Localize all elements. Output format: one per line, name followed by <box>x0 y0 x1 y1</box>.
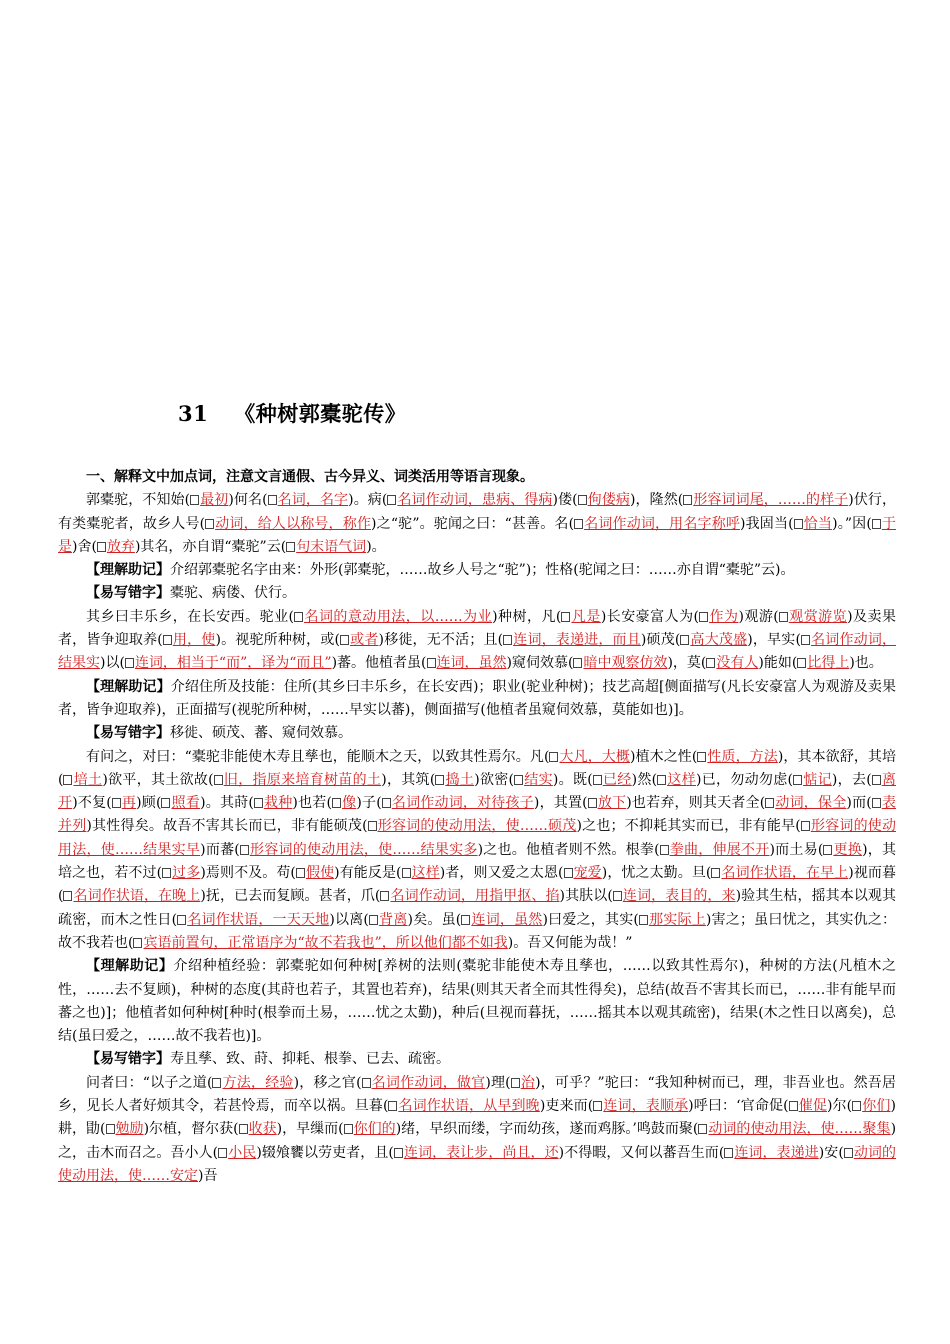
answer-box-icon <box>254 798 263 808</box>
answer-box-icon <box>683 495 692 505</box>
answer-box-icon <box>503 635 512 645</box>
source-text: )，早实( <box>747 632 801 649</box>
source-text: )，早缫而( <box>276 1121 344 1138</box>
lesson-name: 《种树郭橐驼传》 <box>234 401 407 426</box>
section-heading: 一、解释文中加点词，注意文言通假、古今异义、词类活用等语言现象。 <box>86 469 534 485</box>
note-tag: 【理解助记】 <box>86 958 174 975</box>
source-text: )偻( <box>552 492 578 509</box>
answer-text: 名词作状语，在晚上 <box>73 888 201 905</box>
answer-text: 惦记 <box>803 771 832 788</box>
paragraph <box>58 955 896 1048</box>
source-text: )尔( <box>826 1098 853 1115</box>
answer-text: 放弃 <box>106 538 135 555</box>
source-text: )，去( <box>831 771 872 788</box>
answer-box-icon <box>218 1148 227 1158</box>
source-text: )。”因( <box>832 515 872 532</box>
answer-text: 性质，方法 <box>707 748 778 765</box>
source-text: )吾 <box>198 1167 218 1184</box>
answer-text: 名词作状语，在早上 <box>721 865 849 882</box>
answer-text: 结实 <box>524 771 553 788</box>
source-text: )。吾又何能为哉！” <box>507 934 633 951</box>
answer-text: 连词，相当于“而”，译为“而且” <box>134 655 332 672</box>
source-text: )焉则不及。苟( <box>200 865 296 882</box>
source-text: )呼曰：‘官命促( <box>688 1098 789 1115</box>
answer-text: 名词作动词，对待孩子 <box>391 795 534 812</box>
answer-box-icon <box>680 635 689 645</box>
source-text: )，移之官( <box>293 1074 362 1091</box>
answer-box-icon <box>711 868 720 878</box>
source-text: )也。 <box>849 655 883 672</box>
answer-box-icon <box>793 775 802 785</box>
answer-text: 名词作动词，用指甲抠、掐 <box>390 888 560 905</box>
answer-text: 没有人 <box>716 655 759 672</box>
source-text: )欲密( <box>474 771 514 788</box>
answer-text: 名词作状语，一天天地 <box>187 911 330 928</box>
answer-box-icon <box>593 775 602 785</box>
answer-box-icon <box>578 495 587 505</box>
answer-text: 暗中观察仿效 <box>583 655 668 672</box>
answer-text: 培土 <box>73 771 103 788</box>
answer-text: 名词作动词，做官 <box>371 1074 486 1091</box>
answer-text: 形容词的使动用法，使……结果实早 <box>58 818 897 858</box>
answer-box-icon <box>268 495 277 505</box>
source-text: )能如( <box>758 655 798 672</box>
answer-text: 放下 <box>597 795 627 812</box>
answer-text: 旧，指原来培育树苗的土 <box>223 771 382 788</box>
source-text: )而蕃( <box>200 841 240 858</box>
source-text: )以( <box>100 655 125 672</box>
answer-box-icon <box>852 1101 861 1111</box>
source-text: )移徙，无不活；且( <box>378 632 504 649</box>
source-text: )已，勿动勿虑( <box>696 771 793 788</box>
source-text: )。其莳( <box>200 795 254 812</box>
answer-box-icon <box>511 1078 520 1088</box>
answer-text: 像 <box>341 795 357 812</box>
source-text: )曰爱之，其实( <box>542 911 639 928</box>
paragraph <box>58 606 896 676</box>
source-text: )硕茂( <box>640 632 681 649</box>
source-text: )不复( <box>72 795 112 812</box>
answer-box-icon <box>380 891 389 901</box>
source-text: 移徙、硕茂、蕃、窥伺效慕。 <box>170 725 352 742</box>
answer-box-icon <box>214 775 223 785</box>
answer-text: 连词，虽然 <box>436 655 507 672</box>
paragraph <box>58 582 896 605</box>
answer-box-icon <box>779 612 788 622</box>
answer-text: 催促 <box>798 1098 827 1115</box>
answer-text: 拳曲，伸展不开 <box>669 841 770 858</box>
source-text: )我固当( <box>740 515 794 532</box>
answer-box-icon <box>639 915 648 925</box>
answer-text: 名词作动词，患病、得病 <box>397 492 553 509</box>
answer-text: 大凡，大概 <box>559 748 630 765</box>
answer-box-icon <box>63 891 72 901</box>
note-tag: 【易写错字】 <box>86 725 170 742</box>
lesson-content <box>58 466 896 1188</box>
answer-text: 连词，虽然 <box>471 911 543 928</box>
source-text: )顾( <box>136 795 162 812</box>
answer-text: 动词的使动用法，使……安定 <box>58 1144 896 1184</box>
lesson-title <box>178 398 406 428</box>
answer-box-icon <box>789 1101 798 1111</box>
source-text: )之“驼”。驼闻之曰：“甚善。名( <box>371 515 575 532</box>
source-text: )抚，已去而复顾。甚者，爪( <box>200 888 381 905</box>
answer-text: 形容词的使动用法，使……结果实多 <box>249 841 478 858</box>
answer-text: 假使 <box>305 865 335 882</box>
source-text: )长安豪富人为( <box>600 608 700 625</box>
answer-box-icon <box>872 519 881 529</box>
paragraph <box>58 489 896 559</box>
answer-box-icon <box>801 821 810 831</box>
source-text: )，其筑( <box>381 771 436 788</box>
answer-box-icon <box>205 519 214 529</box>
answer-box-icon <box>660 845 669 855</box>
answer-box-icon <box>161 798 170 808</box>
answer-box-icon <box>794 519 803 529</box>
answer-text: 小民 <box>228 1144 257 1161</box>
answer-box-icon <box>514 775 523 785</box>
answer-text: 你们的 <box>353 1121 396 1138</box>
answer-box-icon <box>427 658 436 668</box>
source-text: )。病( <box>348 492 388 509</box>
answer-box-icon <box>162 868 171 878</box>
answer-text: 离开 <box>58 771 896 812</box>
answer-text: 凡是 <box>571 608 601 625</box>
paragraph-list <box>58 489 896 1188</box>
answer-box-icon <box>844 1148 853 1158</box>
source-text: )之也；不抑耗其实而已，非有能早( <box>576 818 801 835</box>
answer-text: 栽种 <box>263 795 293 812</box>
source-text: 介绍种植经验：郭橐驼如何种树[养树的法则(橐驼非能使木寿且孳也，……以致其性焉尔)，种树的方法(凡植木之性，……去不复顾)，种树的态度(其莳也若子，其置也若弃)，结果(则其天者全而其性得矣)，总结(故吾不害其长而已，……非有能早而蕃之也)]；他植者如何种树[种时(根拳而土易，……忧之太勤)，种后(旦视而暮抚，……摇其本以观其疏密)，结果(木之性日以离矣)，总结(虽曰爱之，……故不我若也)]。 <box>58 958 896 1045</box>
answer-box-icon <box>872 775 881 785</box>
source-text: 其乡曰丰乐乡，在长安西。驼业( <box>86 608 295 625</box>
source-text: 寿且孳、致、莳、抑耗、根拳、已去、疏密。 <box>170 1051 450 1068</box>
answer-text: 你们 <box>862 1098 891 1115</box>
source-text: )辍飧饔以劳吏者，且( <box>256 1144 394 1161</box>
answer-text: 名词作动词，结果实 <box>58 632 896 672</box>
answer-box-icon <box>561 612 570 622</box>
answer-text: 收获 <box>248 1121 277 1138</box>
answer-box-icon <box>63 775 72 785</box>
source-text: )而土易( <box>769 841 824 858</box>
answer-box-icon <box>461 915 470 925</box>
source-text: )有能反是( <box>334 865 402 882</box>
source-text: )。既( <box>552 771 593 788</box>
answer-box-icon <box>699 612 708 622</box>
answer-box-icon <box>239 1124 248 1134</box>
source-text: )之，击木而召之。吾小人( <box>58 1121 897 1161</box>
source-text: 介绍郭橐驼名字由来：外形(郭橐驼，……故乡人号之“驼”)；性格(驼闻之曰：……亦自谓“橐驼”云)。 <box>170 562 795 579</box>
answer-box-icon <box>797 658 806 668</box>
answer-text: 表并列 <box>58 795 896 835</box>
source-text: )之也。他植者则不然。根拳( <box>477 841 660 858</box>
source-text: )尔植，督尔获( <box>143 1121 239 1138</box>
answer-text: 照看 <box>171 795 201 812</box>
paragraph <box>58 722 896 745</box>
answer-text: 形容词词尾，……的样子 <box>693 492 849 509</box>
answer-text: 方法，经验 <box>222 1074 294 1091</box>
source-text: )，可乎？”驼曰：“我知种树而已，理，非吾业也。然吾居乡，见长人者好烦其令，若甚怜焉，而卒以祸。旦暮( <box>58 1074 897 1115</box>
source-text: )安( <box>818 1144 844 1161</box>
source-text: )子( <box>356 795 382 812</box>
source-text: )吏来而( <box>539 1098 594 1115</box>
source-text: )，隆然( <box>629 492 684 509</box>
source-text: )绪，早织而缕，字而幼孩，遂而鸡豚。’鸣鼓而聚( <box>395 1121 699 1138</box>
answer-box-icon <box>106 1124 115 1134</box>
answer-box-icon <box>240 845 249 855</box>
source-text: )植木之性( <box>629 748 698 765</box>
answer-box-icon <box>294 612 303 622</box>
answer-text: 连词，表顺承 <box>603 1098 689 1115</box>
answer-text: 名词，名字 <box>277 492 349 509</box>
answer-box-icon <box>388 1101 397 1111</box>
note-tag: 【理解助记】 <box>86 562 170 579</box>
answer-text: 背离 <box>378 911 408 928</box>
source-text: )，其本欲舒，其培( <box>58 748 896 788</box>
answer-text: 句末语气词 <box>296 538 367 555</box>
source-text: )也若( <box>292 795 332 812</box>
source-text: )理( <box>485 1074 511 1091</box>
paragraph <box>58 1048 896 1071</box>
answer-text: 名词的意动用法，以……为业 <box>304 608 493 625</box>
source-text: 介绍住所及技能：住所(其乡曰丰乐乡，在长安西)；职业(驼业种树)；技艺高超[侧面描写(凡长安豪富人为观游及卖果者，皆争迎取养)，正面描写(视驼所种树，……早实以蕃)，侧面描写(他植者虽窥伺效慕，莫能如也)]。 <box>58 678 896 718</box>
answer-text: 动词的使动用法，使……聚集 <box>708 1121 891 1138</box>
answer-text: 捣土 <box>445 771 475 788</box>
answer-box-icon <box>574 519 583 529</box>
answer-text: 最初 <box>200 492 229 509</box>
source-text: )欲平，其土欲故( <box>102 771 214 788</box>
answer-box-icon <box>706 658 715 668</box>
answer-box-icon <box>564 868 573 878</box>
answer-box-icon <box>362 1078 371 1088</box>
note-tag: 【理解助记】 <box>86 678 171 695</box>
source-text: 郭橐驼，不知始( <box>86 492 191 509</box>
source-text: )其性得矣。故吾不害其长而已，非有能硕茂( <box>86 818 368 835</box>
source-text: 橐驼、病偻、伏行。 <box>170 585 296 602</box>
lesson-number: 31 <box>178 401 209 426</box>
answer-box-icon <box>724 1148 733 1158</box>
answer-box-icon <box>133 938 142 948</box>
answer-text: 作为 <box>709 608 739 625</box>
source-text: )其名，亦自谓“橐驼”云( <box>134 538 287 555</box>
answer-box-icon <box>97 542 106 552</box>
answer-text: 再 <box>121 795 137 812</box>
source-text: )。视驼所种树，或( <box>215 632 340 649</box>
source-text: )验其生枯，摇其本以观其疏密，而木之性日( <box>58 888 897 928</box>
answer-text: 或者 <box>350 632 379 649</box>
answer-box-icon <box>872 798 881 808</box>
answer-text: 那实际上 <box>648 911 706 928</box>
answer-text: 连词，表目的，来 <box>622 888 736 905</box>
answer-box-icon <box>801 635 810 645</box>
answer-box-icon <box>296 868 305 878</box>
answer-box-icon <box>698 1124 707 1134</box>
answer-box-icon <box>697 752 706 762</box>
answer-box-icon <box>368 821 377 831</box>
note-tag: 【易写错字】 <box>86 585 170 602</box>
answer-box-icon <box>588 798 597 808</box>
answer-text: 于是 <box>58 515 896 555</box>
answer-text: 用，使 <box>172 632 216 649</box>
answer-box-icon <box>823 845 832 855</box>
source-text: )，忧之太勤。旦( <box>601 865 712 882</box>
source-text: )以离( <box>329 911 369 928</box>
source-text: )窥伺效慕( <box>506 655 574 672</box>
answer-text: 动词，保全 <box>775 795 847 812</box>
answer-text: 已经 <box>602 771 632 788</box>
answer-box-icon <box>112 798 121 808</box>
source-text: )其肤以( <box>559 888 613 905</box>
source-text: )害之；虽曰忧之，其实仇之：故不我若也( <box>58 911 897 951</box>
answer-box-icon <box>163 635 172 645</box>
answer-box-icon <box>190 495 199 505</box>
answer-box-icon <box>387 495 396 505</box>
source-text: )。 <box>366 538 386 555</box>
paragraph <box>58 746 896 956</box>
answer-text: 恰当 <box>803 515 833 532</box>
source-text: )及卖果者，皆争迎取养( <box>58 608 896 649</box>
answer-box-icon <box>177 915 186 925</box>
source-text: )矣。虽( <box>407 911 462 928</box>
source-text: )也若弃，则其天者全( <box>626 795 766 812</box>
answer-box-icon <box>765 798 774 808</box>
answer-text: 连词，表递进，而且 <box>513 632 641 649</box>
answer-text: 勉励 <box>115 1121 144 1138</box>
source-text: )然( <box>631 771 658 788</box>
answer-box-icon <box>573 658 582 668</box>
source-text: )而( <box>846 795 872 812</box>
answer-text: 治 <box>520 1074 536 1091</box>
source-text: )不得暇，又何以蕃吾生而( <box>558 1144 725 1161</box>
answer-box-icon <box>394 1148 403 1158</box>
source-text: )舍( <box>72 538 97 555</box>
answer-box-icon <box>435 775 444 785</box>
answer-box-icon <box>382 798 391 808</box>
answer-text: 过多 <box>172 865 201 882</box>
answer-box-icon <box>369 915 378 925</box>
source-text: )，莫( <box>667 655 707 672</box>
source-text: )者，则又爱之太恩( <box>439 865 564 882</box>
answer-text: 动词，给人以称号，称作 <box>215 515 372 532</box>
source-text: )观游( <box>738 608 779 625</box>
answer-box-icon <box>212 1078 221 1088</box>
answer-text: 名词作动词，用名字称呼 <box>584 515 740 532</box>
answer-text: 观赏游览 <box>788 608 848 625</box>
answer-box-icon <box>344 1124 353 1134</box>
source-text: )耕，勖( <box>58 1098 897 1138</box>
answer-text: 宾语前置句，正常语序为“故不若我也”，所以他们都不如我 <box>143 934 508 951</box>
answer-box-icon <box>340 635 349 645</box>
answer-text: 更换 <box>833 841 863 858</box>
answer-text: 宠爱 <box>573 865 602 882</box>
answer-text: 这样 <box>411 865 440 882</box>
paragraph <box>58 676 896 723</box>
note-tag: 【易写错字】 <box>86 1051 170 1068</box>
answer-text: 这样 <box>667 771 696 788</box>
source-text: )伏行，有类橐驼者，故乡人号( <box>58 492 897 532</box>
answer-box-icon <box>593 1101 602 1111</box>
answer-text: 比得上 <box>807 655 850 672</box>
source-text: )，其置( <box>533 795 588 812</box>
source-text: 问者曰：“以子之道( <box>86 1074 213 1091</box>
answer-box-icon <box>613 891 622 901</box>
answer-text: 佝偻病 <box>587 492 630 509</box>
answer-text: 形容词的使动用法，使……硕茂 <box>377 818 577 835</box>
answer-text: 高大茂盛 <box>690 632 748 649</box>
paragraph <box>58 559 896 582</box>
source-text: )视而暮( <box>58 865 896 905</box>
answer-text: 名词作状语，从早到晚 <box>398 1098 540 1115</box>
source-text: )何名( <box>228 492 268 509</box>
answer-box-icon <box>549 752 558 762</box>
answer-box-icon <box>402 868 411 878</box>
answer-box-icon <box>286 542 295 552</box>
answer-box-icon <box>332 798 341 808</box>
paragraph <box>58 1072 896 1188</box>
source-text: )，其培之也，若不过( <box>58 841 897 882</box>
source-text: )种树，凡( <box>492 608 562 625</box>
source-text: )蕃。他植者虽( <box>331 655 427 672</box>
answer-text: 连词，表递进 <box>734 1144 819 1161</box>
answer-box-icon <box>657 775 666 785</box>
answer-text: 连词，表让步，尚且，还 <box>403 1144 559 1161</box>
answer-box-icon <box>125 658 134 668</box>
source-text: 有问之，对曰：“橐驼非能使木寿且孳也，能顺木之天，以致其性焉尔。凡( <box>86 748 550 765</box>
